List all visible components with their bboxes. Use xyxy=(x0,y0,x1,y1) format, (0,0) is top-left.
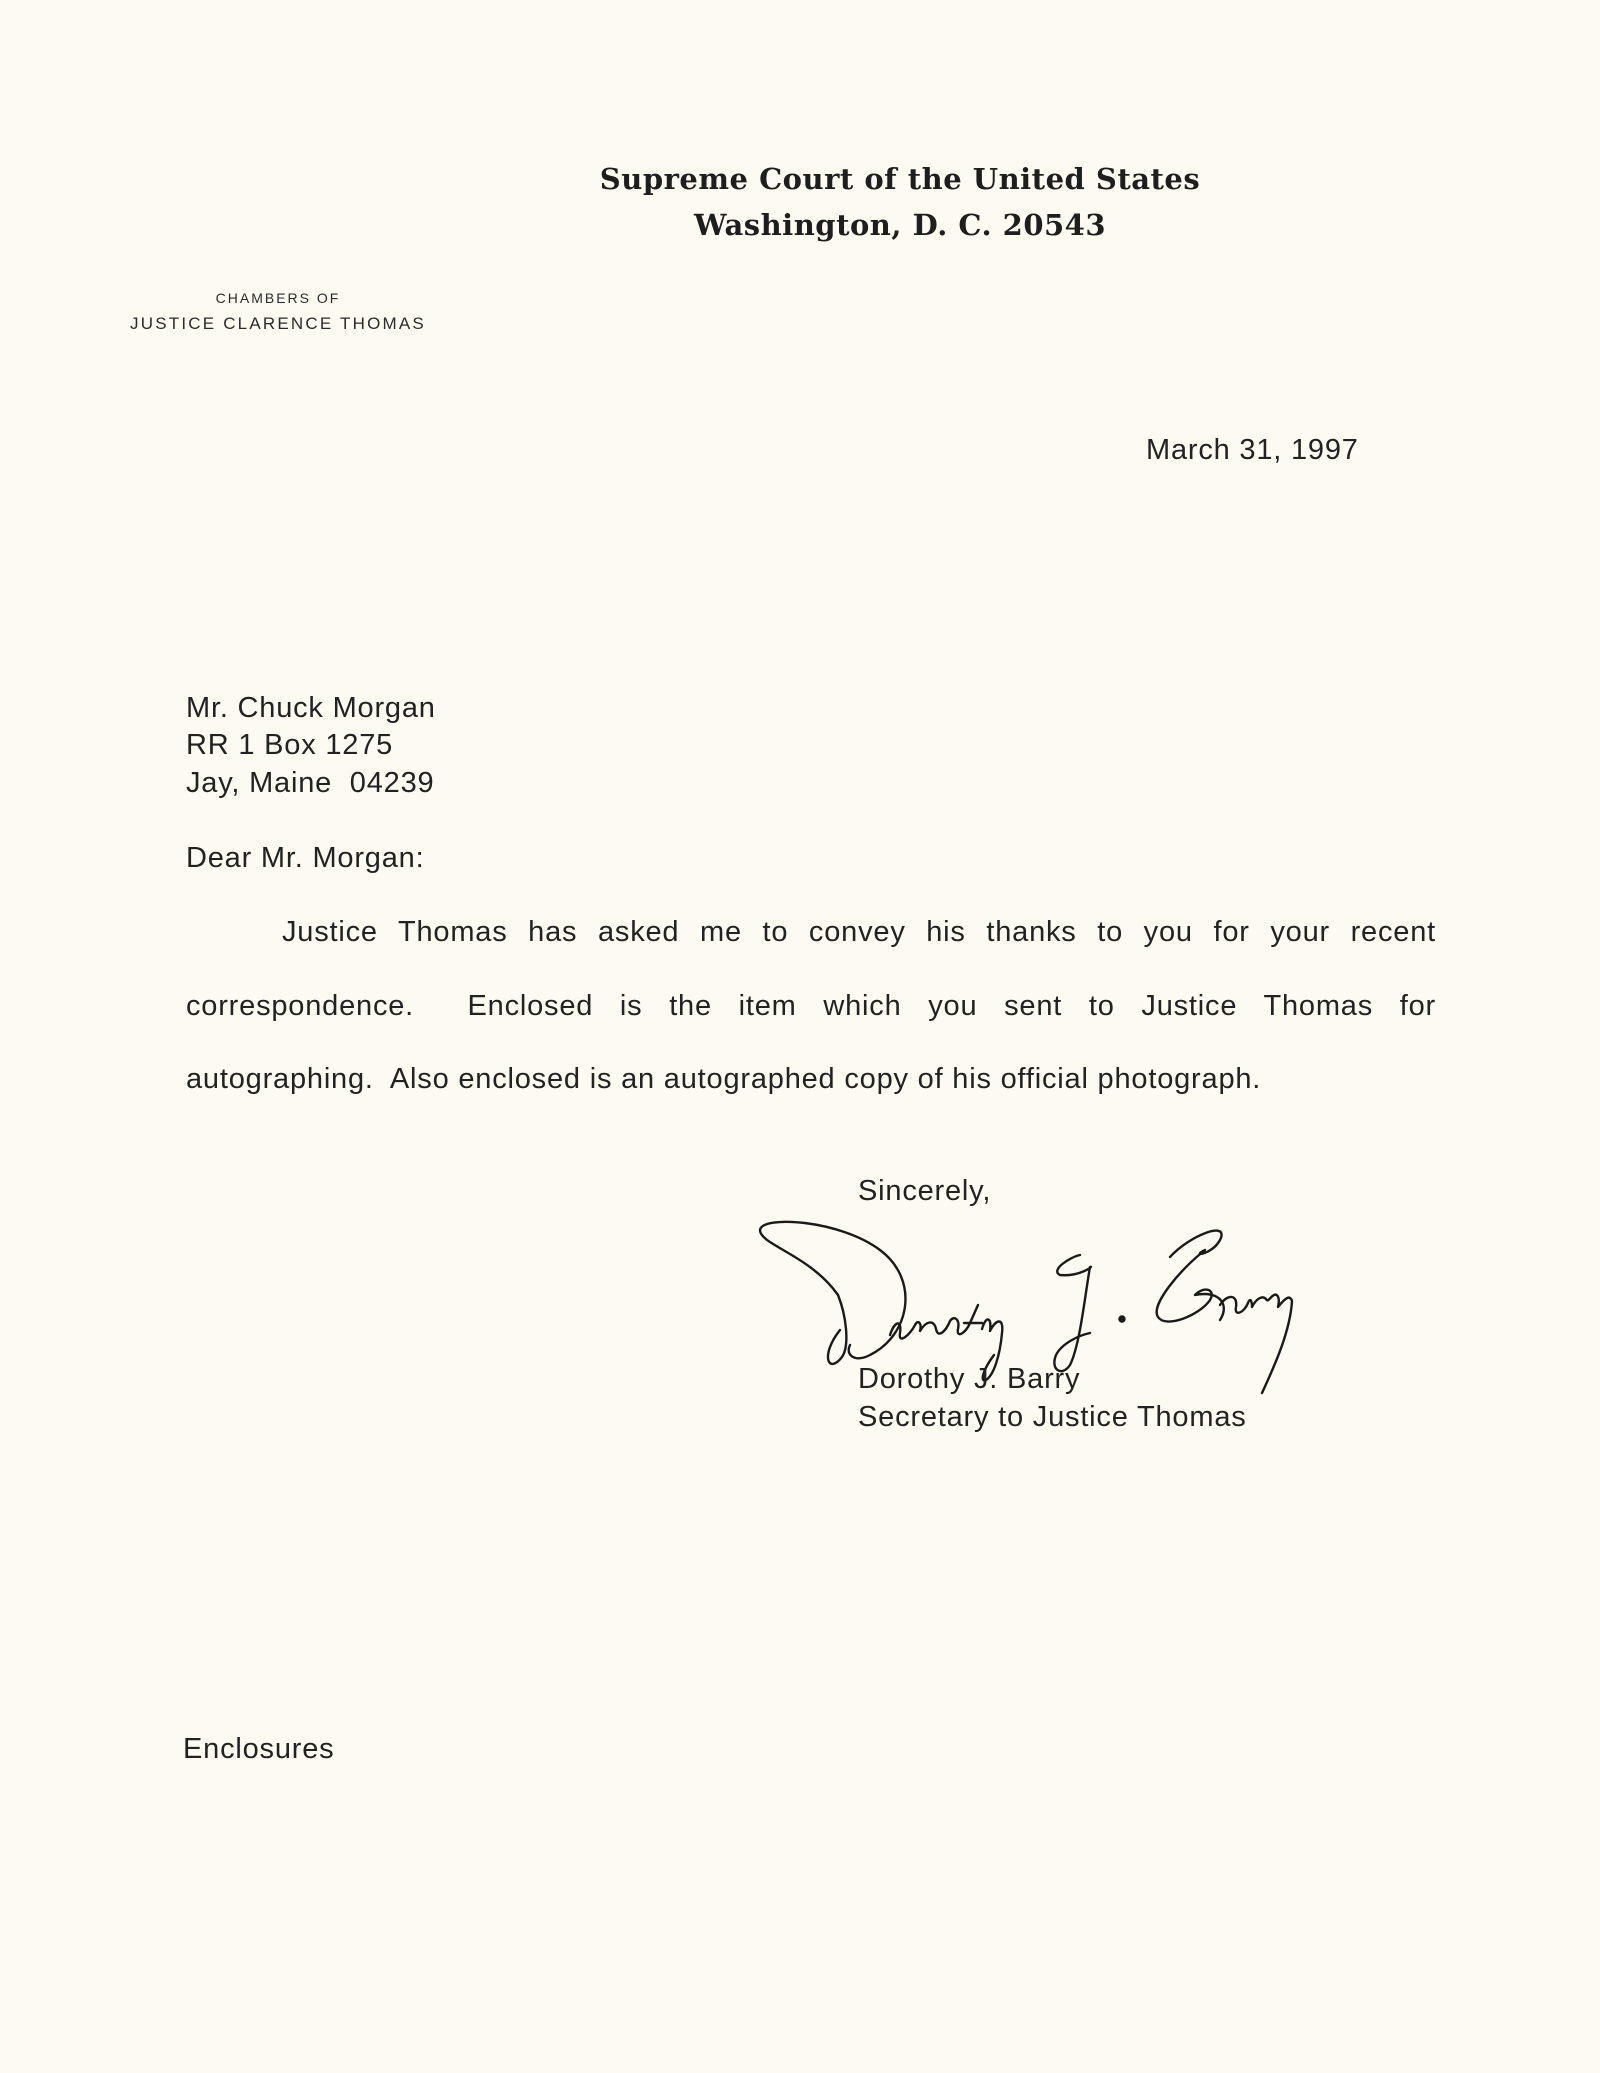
chambers-label: CHAMBERS OF xyxy=(215,290,341,306)
letter-date: March 31, 1997 xyxy=(1146,434,1359,466)
enclosures-note: Enclosures xyxy=(183,1733,335,1765)
recipient-street: RR 1 Box 1275 xyxy=(186,729,394,761)
chambers-justice-name: JUSTICE CLARENCE THOMAS xyxy=(130,314,426,333)
body-line-3: autographing. Also enclosed is an autographed copy of his official photograph. xyxy=(186,1063,1262,1095)
salutation: Dear Mr. Morgan: xyxy=(186,842,425,874)
signer-name: Dorothy J. Barry xyxy=(858,1363,1081,1395)
body-line-2: correspondence. Enclosed is the item which you sent to Justice Thomas for xyxy=(186,990,1436,1022)
body-line-1: Justice Thomas has asked me to convey his thanks to you for your recent xyxy=(282,916,1436,948)
signer-title: Secretary to Justice Thomas xyxy=(858,1401,1247,1433)
recipient-city: Jay, Maine 04239 xyxy=(186,767,435,799)
letterhead-court-name: Supreme Court of the United States xyxy=(599,162,1201,196)
recipient-name: Mr. Chuck Morgan xyxy=(186,692,436,724)
closing: Sincerely, xyxy=(858,1175,992,1207)
letterhead-address: Washington, D. C. 20543 xyxy=(693,208,1107,242)
